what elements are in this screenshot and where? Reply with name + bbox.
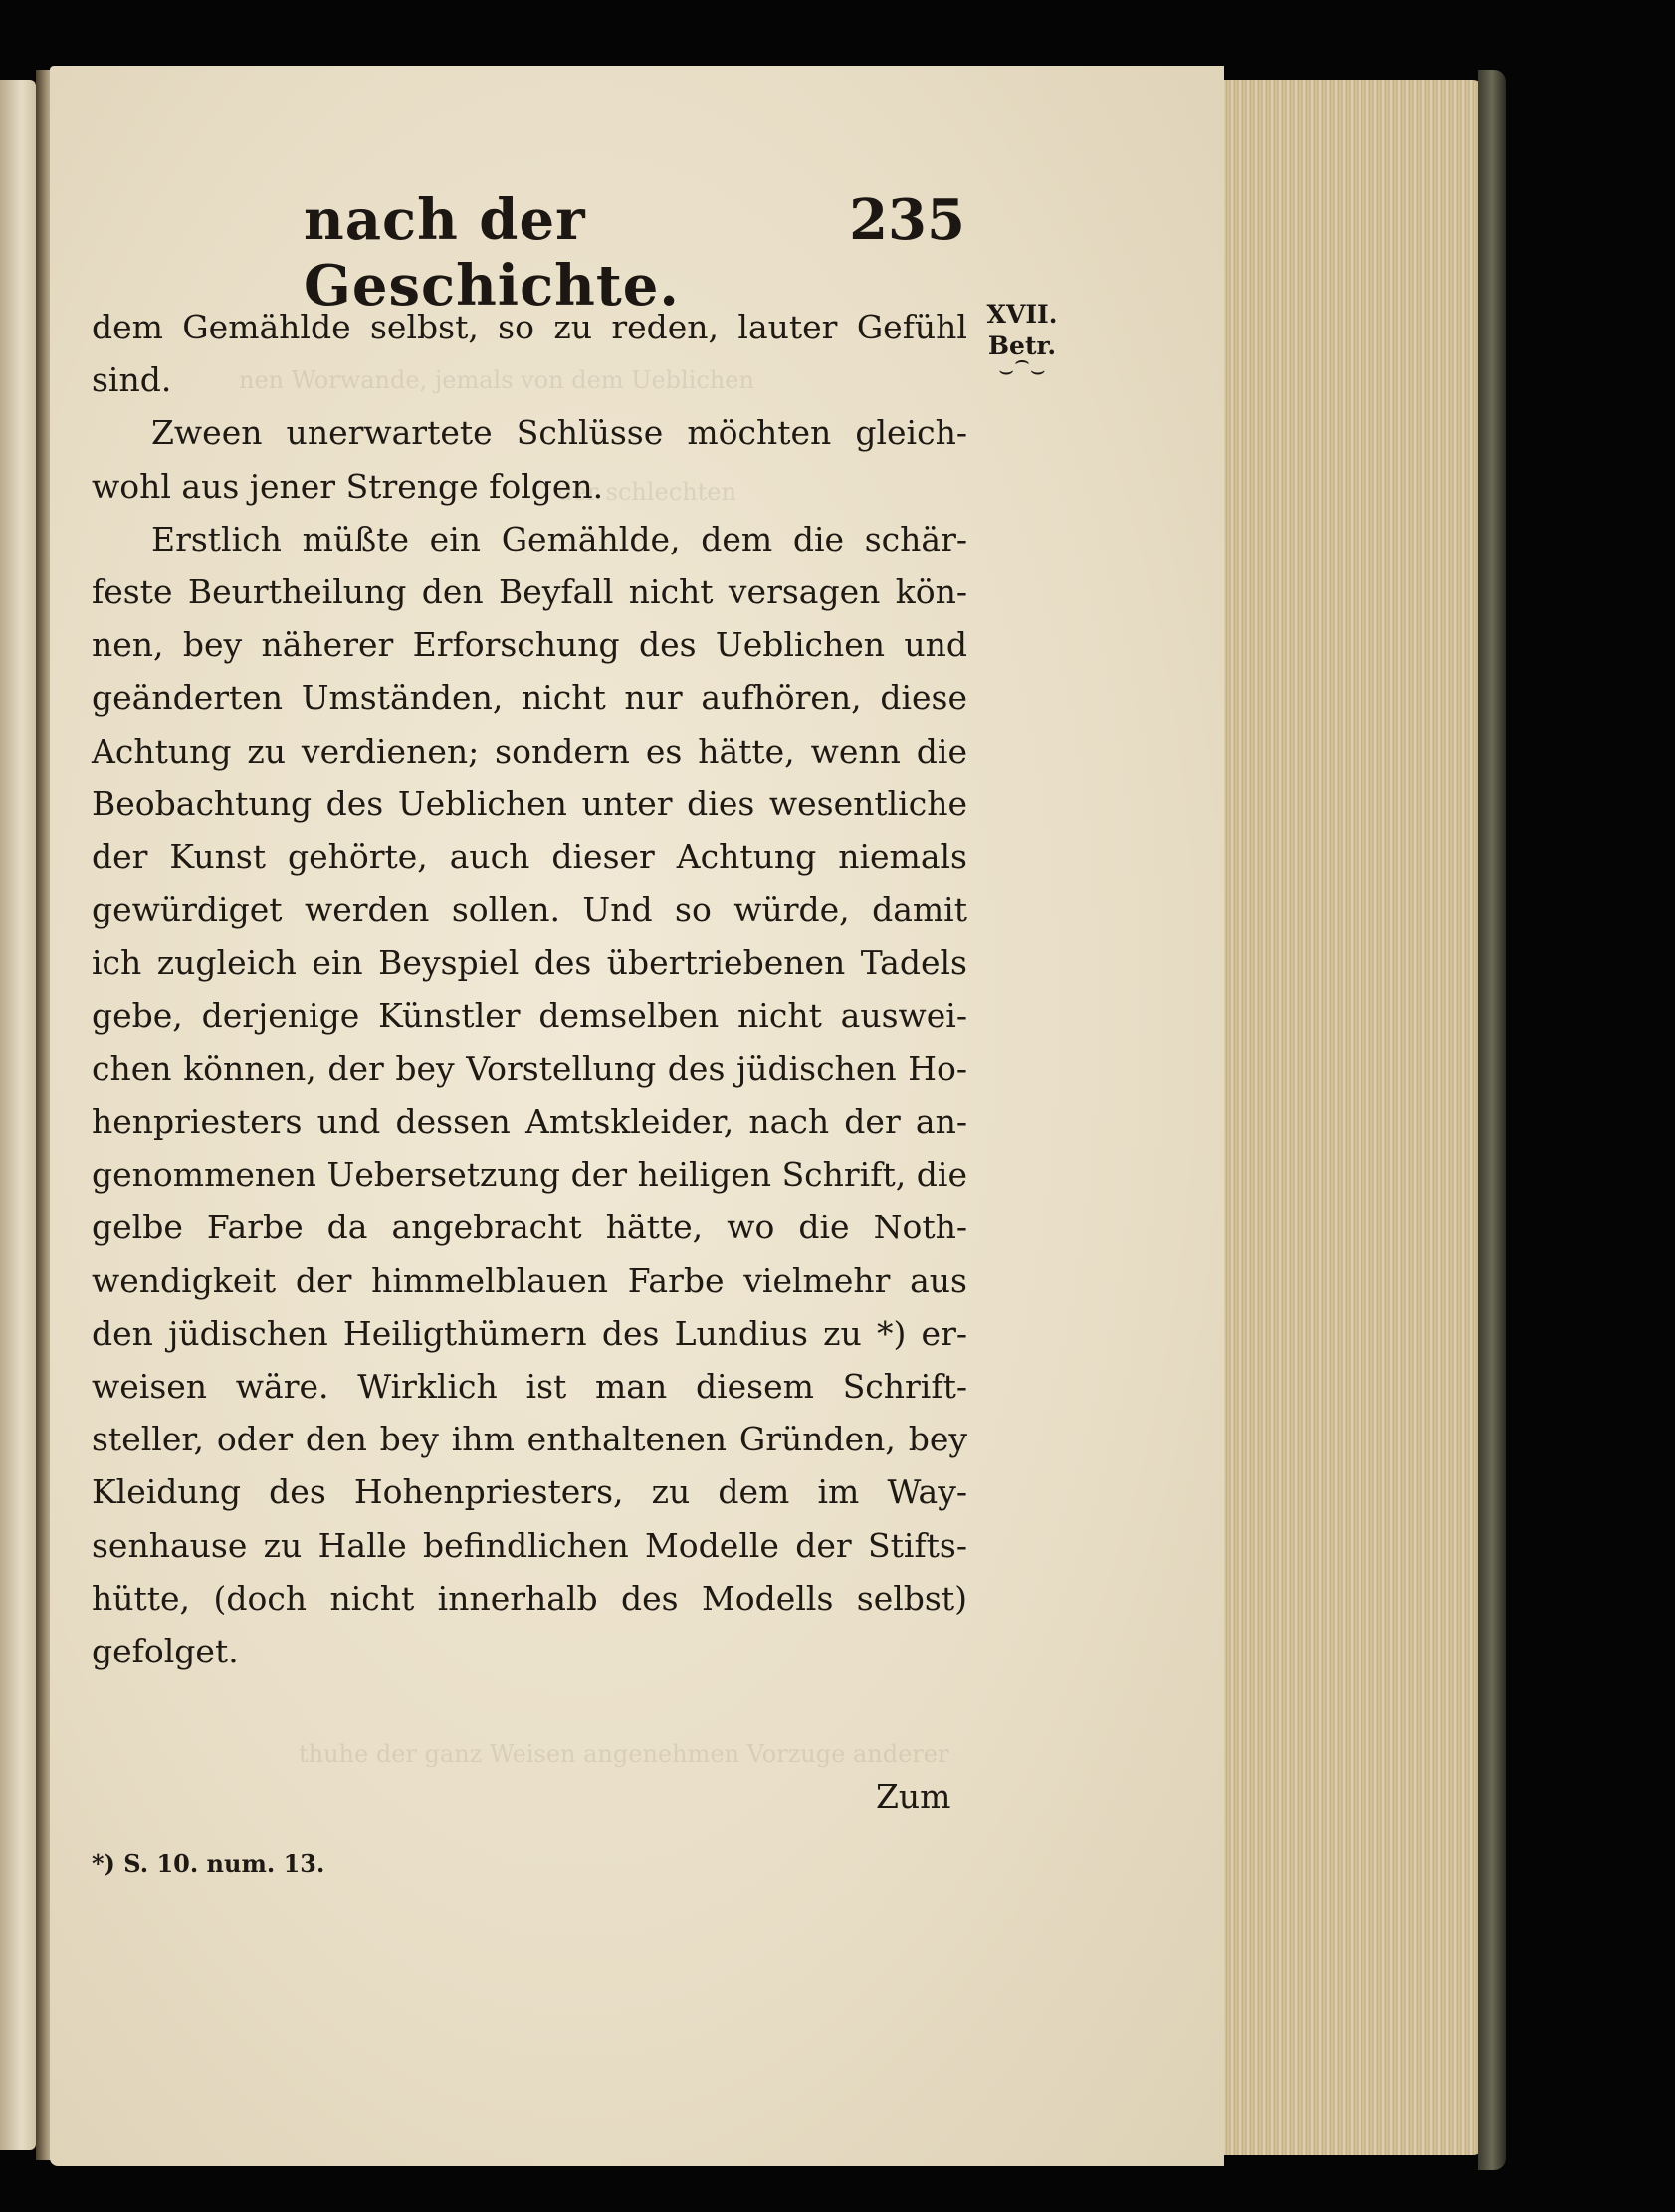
- text-line: den jüdischen Heiligthümern des Lundius zu *) er-: [92, 1313, 967, 1353]
- text-line: senhause zu Halle befindlichen Modelle der Stifts-: [92, 1525, 967, 1565]
- bleed-through-text: thuhe der ganz Weisen angenehmen Vorzuge anderer: [299, 1740, 949, 1768]
- page-block-edges: [1219, 80, 1483, 2155]
- text-line: der Kunst gehörte, auch dieser Achtung niemals: [92, 837, 967, 877]
- text-line: gewürdiget werden sollen. Und so würde, damit: [92, 890, 967, 930]
- text-line: sind.: [92, 360, 172, 400]
- body-text: [92, 301, 967, 1677]
- text-line: gebe, derjenige Künstler demselben nicht auswei-: [92, 995, 967, 1035]
- text-line: wohl aus jener Strenge folgen.: [92, 466, 604, 506]
- text-line: gefolget.: [92, 1632, 239, 1671]
- text-line: wendigkeit der himmelblauen Farbe vielmehr aus: [92, 1260, 967, 1300]
- text-line: Achtung zu verdienen; sondern es hätte, wenn die: [92, 731, 967, 771]
- previous-page-edge: [0, 80, 36, 2150]
- text-line: Beobachtung des Ueblichen unter dies wesentliche: [92, 783, 967, 823]
- margin-note-line: Betr.: [987, 332, 1057, 360]
- page-header: [90, 187, 965, 319]
- book-cover-edge: [1478, 70, 1506, 2170]
- text-line: weisen wäre. Wirklich ist man diesem Schrift-: [92, 1367, 967, 1407]
- text-line: ich zugleich ein Beyspiel des übertriebenen Tadels: [92, 943, 967, 983]
- text-line: hütte, (doch nicht innerhalb des Modells selbst): [92, 1578, 967, 1618]
- text-line: steller, oder den bey ihm enthaltenen Gründen, bey: [92, 1420, 967, 1459]
- text-line: Kleidung des Hohenpriesters, zu dem im Way-: [92, 1472, 967, 1512]
- text-line: gelbe Farbe da angebracht hätte, wo die Noth-: [92, 1208, 967, 1247]
- footnote: *) S. 10. num. 13.: [92, 1849, 325, 1878]
- text-line: feste Beurtheilung den Beyfall nicht versagen kön-: [92, 572, 967, 612]
- margin-note: [977, 299, 1067, 384]
- text-line: henpriesters und dessen Amtskleider, nach der an-: [92, 1102, 967, 1142]
- text-line: Zween unerwartete Schlüsse möchten gleich-: [151, 413, 967, 453]
- catchword: Zum: [876, 1777, 951, 1816]
- bleed-through-text: der schlechten: [557, 478, 736, 506]
- text-line: genommenen Uebersetzung der heiligen Schrift, die: [92, 1155, 967, 1195]
- text-line: chen können, der bey Vorstellung des jüdischen Ho-: [92, 1048, 967, 1088]
- bleed-through-text: nen Worwande, jemals von dem Ueblichen: [239, 366, 754, 394]
- text-line: geänderten Umständen, nicht nur aufhören, diese: [92, 678, 967, 718]
- running-title: nach der Geschichte.: [304, 187, 680, 319]
- text-line: Erstlich müßte ein Gemählde, dem die schär-: [151, 519, 967, 558]
- text-line: dem Gemählde selbst, so zu reden, lauter Gefühl: [92, 308, 967, 346]
- margin-note-line: XVII.: [986, 300, 1058, 329]
- flourish-ornament: ⌣⁀⌣: [998, 356, 1046, 384]
- text-line: nen, bey näherer Erforschung des Ueblichen und: [92, 625, 967, 665]
- page-number: 235: [849, 187, 965, 253]
